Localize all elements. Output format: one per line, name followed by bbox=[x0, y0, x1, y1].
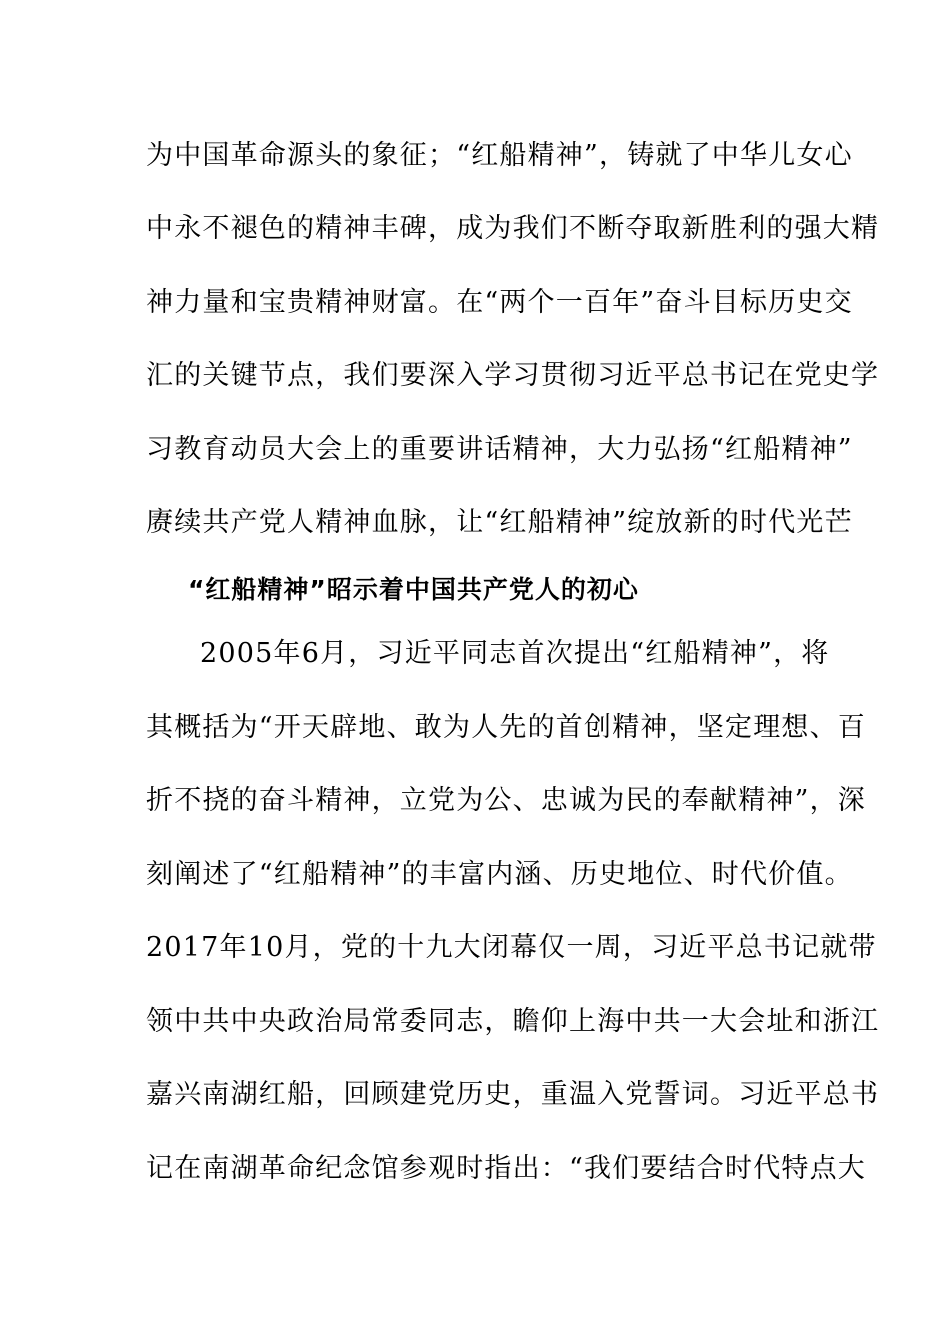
body-text-line: 其概括为“开天辟地、敢为人先的首创精神，坚定理想、百 bbox=[146, 712, 867, 743]
body-text-line: 汇的关键节点，我们要深入学习贯彻习近平总书记在党史学 bbox=[146, 360, 880, 391]
body-text-line: 2017年10月，党的十九大闭幕仅一周，习近平总书记就带 bbox=[146, 932, 877, 963]
body-text-line: 习教育动员大会上的重要讲话精神，大力弘扬“红船精神” bbox=[146, 434, 853, 465]
section-heading: “红船精神”昭示着中国共产党人的初心 bbox=[188, 575, 639, 604]
body-text-line: 记在南湖革命纪念馆参观时指出：“我们要结合时代特点大 bbox=[146, 1153, 867, 1184]
body-text-line: 中永不褪色的精神丰碑，成为我们不断夺取新胜利的强大精 bbox=[146, 213, 880, 244]
body-text-line: 神力量和宝贵精神财富。在“两个一百年”奋斗目标历史交 bbox=[146, 287, 853, 318]
body-text-line: 折不挠的奋斗精神，立党为公、忠诚为民的奉献精神”，深 bbox=[146, 785, 867, 816]
body-text-line: 刻阐述了“红船精神”的丰富内涵、历史地位、时代价值。 bbox=[146, 859, 853, 890]
body-text-line: 2005年6月，习近平同志首次提出“红船精神”，将 bbox=[200, 638, 830, 669]
body-text-line: 嘉兴南湖红船，回顾建党历史，重温入党誓词。习近平总书 bbox=[146, 1079, 880, 1110]
body-text-line: 为中国革命源头的象征；“红船精神”，铸就了中华儿女心 bbox=[146, 140, 853, 171]
body-text-line: 领中共中央政治局常委同志，瞻仰上海中共一大会址和浙江 bbox=[146, 1006, 880, 1037]
body-text-line: 赓续共产党人精神血脉，让“红船精神”绽放新的时代光芒 bbox=[146, 507, 853, 538]
